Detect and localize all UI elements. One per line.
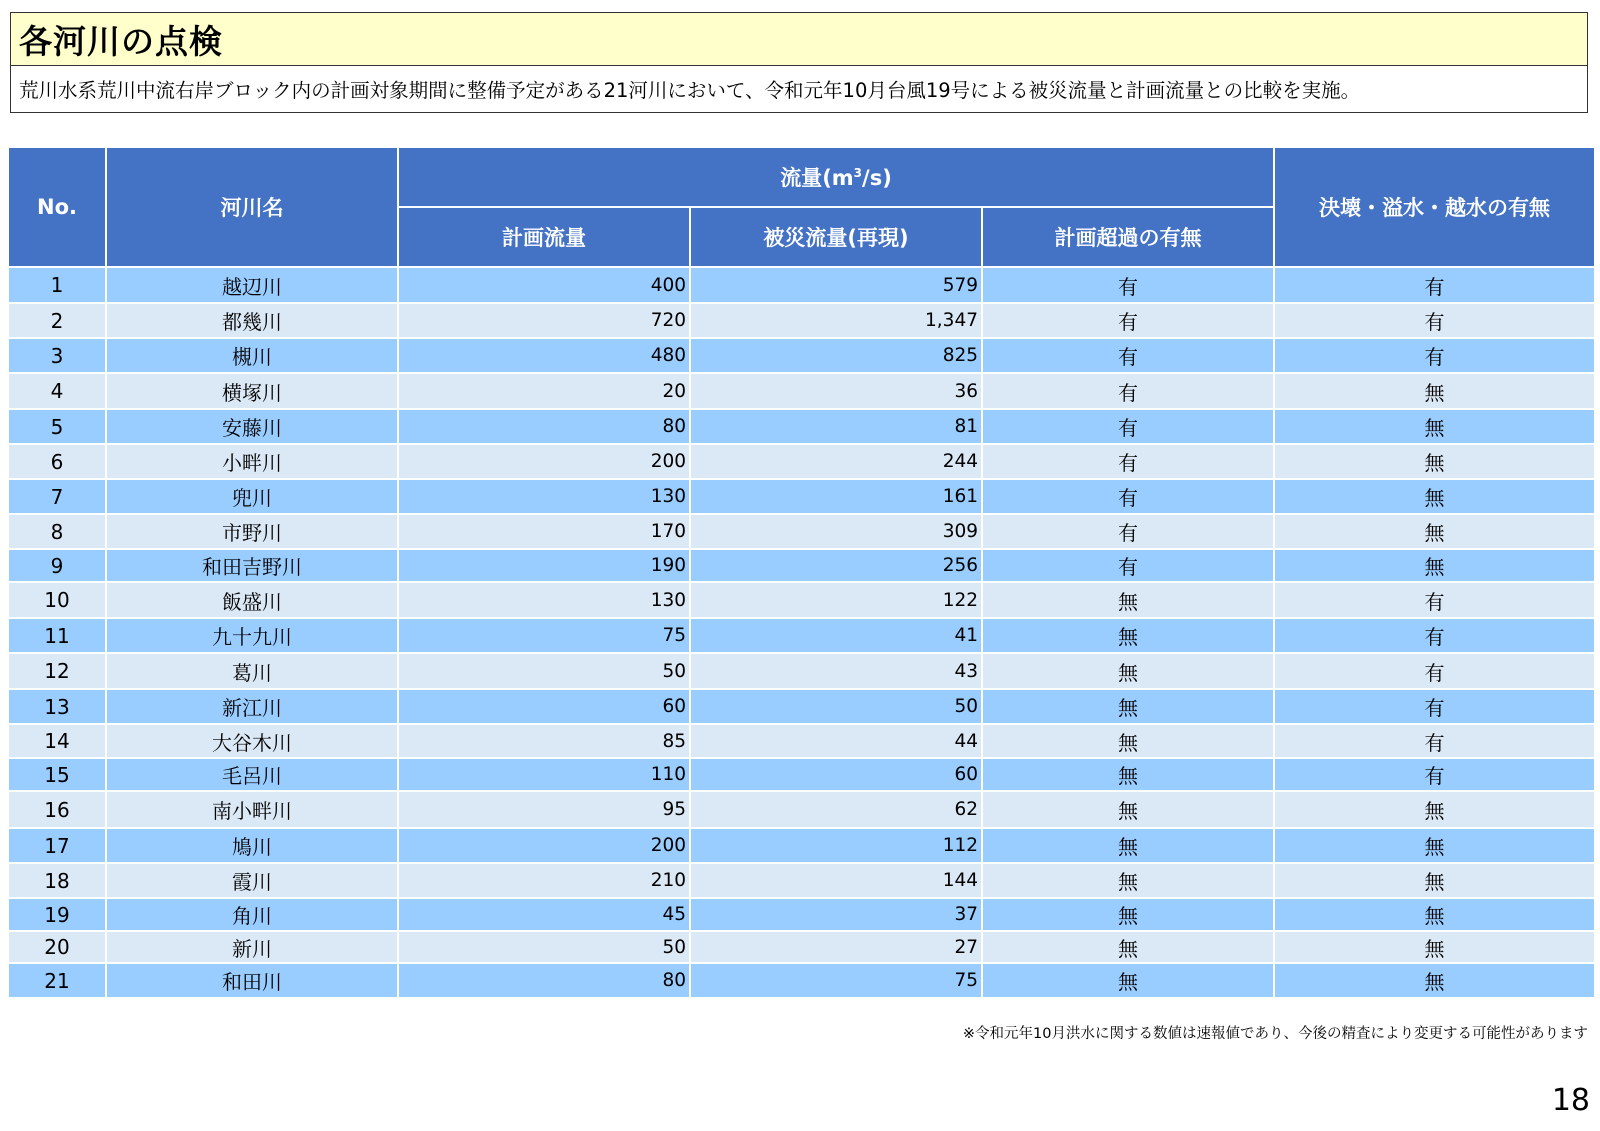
cell-exceed: 有 — [982, 409, 1274, 444]
cell-exceed: 無 — [982, 828, 1274, 863]
cell-no: 15 — [8, 758, 106, 791]
cell-damage-flow: 44 — [690, 724, 982, 758]
table-row — [8, 791, 1595, 828]
cell-river-name: 葛川 — [106, 653, 398, 689]
cell-river-name: 南小畔川 — [106, 791, 398, 828]
river-table — [7, 146, 1596, 999]
cell-breach: 有 — [1274, 303, 1595, 338]
cell-damage-flow: 27 — [690, 931, 982, 963]
table-row — [8, 618, 1595, 653]
cell-planned-flow: 80 — [398, 963, 690, 998]
cell-exceed: 有 — [982, 514, 1274, 549]
table-row — [8, 303, 1595, 338]
cell-breach: 無 — [1274, 479, 1595, 514]
cell-river-name: 槻川 — [106, 338, 398, 373]
cell-river-name: 九十九川 — [106, 618, 398, 653]
cell-exceed: 無 — [982, 898, 1274, 931]
cell-exceed: 有 — [982, 303, 1274, 338]
cell-damage-flow: 309 — [690, 514, 982, 549]
cell-breach: 無 — [1274, 931, 1595, 963]
cell-breach: 無 — [1274, 898, 1595, 931]
cell-damage-flow: 256 — [690, 549, 982, 582]
table-row — [8, 898, 1595, 931]
cell-no: 3 — [8, 338, 106, 373]
header-exceed: 計画超過の有無 — [982, 207, 1274, 267]
cell-damage-flow: 62 — [690, 791, 982, 828]
cell-planned-flow: 190 — [398, 549, 690, 582]
header-flow-unit-sup: 3 — [853, 166, 863, 180]
cell-breach: 有 — [1274, 653, 1595, 689]
cell-river-name: 大谷木川 — [106, 724, 398, 758]
cell-river-name: 兜川 — [106, 479, 398, 514]
cell-planned-flow: 50 — [398, 653, 690, 689]
cell-exceed: 有 — [982, 444, 1274, 479]
cell-no: 9 — [8, 549, 106, 582]
cell-breach: 無 — [1274, 791, 1595, 828]
header-breach: 決壊・溢水・越水の有無 — [1274, 147, 1595, 267]
header-flow-unit-post: /s) — [862, 166, 892, 190]
cell-damage-flow: 161 — [690, 479, 982, 514]
table-row — [8, 653, 1595, 689]
cell-river-name: 和田川 — [106, 963, 398, 998]
page-title — [10, 12, 1588, 66]
cell-planned-flow: 200 — [398, 828, 690, 863]
cell-damage-flow: 60 — [690, 758, 982, 791]
cell-exceed: 無 — [982, 863, 1274, 898]
cell-no: 20 — [8, 931, 106, 963]
cell-breach: 無 — [1274, 514, 1595, 549]
cell-damage-flow: 37 — [690, 898, 982, 931]
table-row — [8, 582, 1595, 618]
cell-no: 13 — [8, 689, 106, 724]
cell-planned-flow: 400 — [398, 267, 690, 303]
cell-planned-flow: 50 — [398, 931, 690, 963]
table-row — [8, 373, 1595, 409]
cell-river-name: 角川 — [106, 898, 398, 931]
table-row — [8, 828, 1595, 863]
cell-exceed: 無 — [982, 582, 1274, 618]
cell-planned-flow: 45 — [398, 898, 690, 931]
cell-damage-flow: 81 — [690, 409, 982, 444]
cell-planned-flow: 720 — [398, 303, 690, 338]
cell-no: 5 — [8, 409, 106, 444]
cell-no: 2 — [8, 303, 106, 338]
cell-exceed: 無 — [982, 618, 1274, 653]
cell-damage-flow: 825 — [690, 338, 982, 373]
cell-no: 14 — [8, 724, 106, 758]
cell-planned-flow: 95 — [398, 791, 690, 828]
cell-planned-flow: 170 — [398, 514, 690, 549]
cell-breach: 有 — [1274, 758, 1595, 791]
cell-planned-flow: 130 — [398, 479, 690, 514]
cell-damage-flow: 122 — [690, 582, 982, 618]
cell-breach: 無 — [1274, 549, 1595, 582]
cell-river-name: 新江川 — [106, 689, 398, 724]
footnote: ※令和元年10月洪水に関する数値は速報値であり、今後の精査により変更する可能性があります — [962, 1026, 1588, 1042]
cell-no: 21 — [8, 963, 106, 998]
cell-breach: 無 — [1274, 409, 1595, 444]
table-row — [8, 338, 1595, 373]
cell-planned-flow: 75 — [398, 618, 690, 653]
header-river-name: 河川名 — [106, 147, 398, 267]
cell-no: 10 — [8, 582, 106, 618]
cell-planned-flow: 110 — [398, 758, 690, 791]
cell-no: 17 — [8, 828, 106, 863]
cell-breach: 無 — [1274, 963, 1595, 998]
cell-river-name: 鳩川 — [106, 828, 398, 863]
cell-exceed: 無 — [982, 653, 1274, 689]
cell-river-name: 小畔川 — [106, 444, 398, 479]
header-damage-flow: 被災流量(再現) — [690, 207, 982, 267]
table-row — [8, 963, 1595, 998]
cell-no: 8 — [8, 514, 106, 549]
cell-damage-flow: 36 — [690, 373, 982, 409]
table-row — [8, 689, 1595, 724]
table-row — [8, 549, 1595, 582]
cell-river-name: 新川 — [106, 931, 398, 963]
cell-river-name: 都幾川 — [106, 303, 398, 338]
cell-damage-flow: 112 — [690, 828, 982, 863]
cell-no: 12 — [8, 653, 106, 689]
cell-planned-flow: 85 — [398, 724, 690, 758]
table-row — [8, 724, 1595, 758]
cell-breach: 無 — [1274, 828, 1595, 863]
cell-damage-flow: 50 — [690, 689, 982, 724]
cell-damage-flow: 144 — [690, 863, 982, 898]
table-row — [8, 931, 1595, 963]
cell-river-name: 横塚川 — [106, 373, 398, 409]
header-planned-flow: 計画流量 — [398, 207, 690, 267]
cell-breach: 有 — [1274, 338, 1595, 373]
cell-planned-flow: 80 — [398, 409, 690, 444]
cell-planned-flow: 60 — [398, 689, 690, 724]
cell-breach: 有 — [1274, 267, 1595, 303]
cell-planned-flow: 130 — [398, 582, 690, 618]
cell-breach: 有 — [1274, 689, 1595, 724]
cell-planned-flow: 20 — [398, 373, 690, 409]
cell-breach: 無 — [1274, 373, 1595, 409]
table-row — [8, 514, 1595, 549]
table-row — [8, 444, 1595, 479]
cell-breach: 有 — [1274, 582, 1595, 618]
cell-no: 1 — [8, 267, 106, 303]
cell-planned-flow: 480 — [398, 338, 690, 373]
cell-exceed: 無 — [982, 931, 1274, 963]
table-body — [8, 267, 1595, 998]
cell-exceed: 無 — [982, 963, 1274, 998]
cell-damage-flow: 579 — [690, 267, 982, 303]
cell-exceed: 無 — [982, 758, 1274, 791]
cell-no: 4 — [8, 373, 106, 409]
cell-river-name: 越辺川 — [106, 267, 398, 303]
cell-exceed: 無 — [982, 791, 1274, 828]
cell-no: 16 — [8, 791, 106, 828]
cell-river-name: 霞川 — [106, 863, 398, 898]
cell-breach: 無 — [1274, 444, 1595, 479]
cell-damage-flow: 1,347 — [690, 303, 982, 338]
table-header — [8, 147, 1595, 267]
cell-no: 18 — [8, 863, 106, 898]
cell-exceed: 有 — [982, 373, 1274, 409]
cell-planned-flow: 210 — [398, 863, 690, 898]
table-row — [8, 863, 1595, 898]
description-box — [10, 66, 1588, 113]
cell-exceed: 無 — [982, 724, 1274, 758]
cell-river-name: 安藤川 — [106, 409, 398, 444]
header-flow-label: 流量 — [780, 166, 823, 190]
cell-no: 11 — [8, 618, 106, 653]
cell-no: 6 — [8, 444, 106, 479]
cell-breach: 有 — [1274, 724, 1595, 758]
table-row — [8, 479, 1595, 514]
cell-breach: 有 — [1274, 618, 1595, 653]
table-row — [8, 267, 1595, 303]
table-row — [8, 758, 1595, 791]
header-flow-group — [398, 147, 1274, 207]
cell-no: 19 — [8, 898, 106, 931]
cell-damage-flow: 244 — [690, 444, 982, 479]
cell-breach: 無 — [1274, 863, 1595, 898]
cell-exceed: 有 — [982, 267, 1274, 303]
cell-river-name: 飯盛川 — [106, 582, 398, 618]
cell-no: 7 — [8, 479, 106, 514]
cell-river-name: 毛呂川 — [106, 758, 398, 791]
cell-damage-flow: 41 — [690, 618, 982, 653]
cell-damage-flow: 75 — [690, 963, 982, 998]
header-no: No. — [8, 147, 106, 267]
cell-exceed: 有 — [982, 479, 1274, 514]
cell-river-name: 和田吉野川 — [106, 549, 398, 582]
table-row — [8, 409, 1595, 444]
description-text: 荒川水系荒川中流右岸ブロック内の計画対象期間に整備予定がある21河川において、令和元年10月台風19号による被災流量と計画流量との比較を実施。 — [19, 79, 1361, 102]
cell-damage-flow: 43 — [690, 653, 982, 689]
page-number: 18 — [1551, 1083, 1590, 1118]
cell-exceed: 無 — [982, 689, 1274, 724]
cell-planned-flow: 200 — [398, 444, 690, 479]
cell-exceed: 有 — [982, 338, 1274, 373]
cell-exceed: 有 — [982, 549, 1274, 582]
page-title-text: 各河川の点検 — [19, 21, 223, 61]
cell-river-name: 市野川 — [106, 514, 398, 549]
header-flow-unit-pre: (m — [822, 166, 854, 190]
